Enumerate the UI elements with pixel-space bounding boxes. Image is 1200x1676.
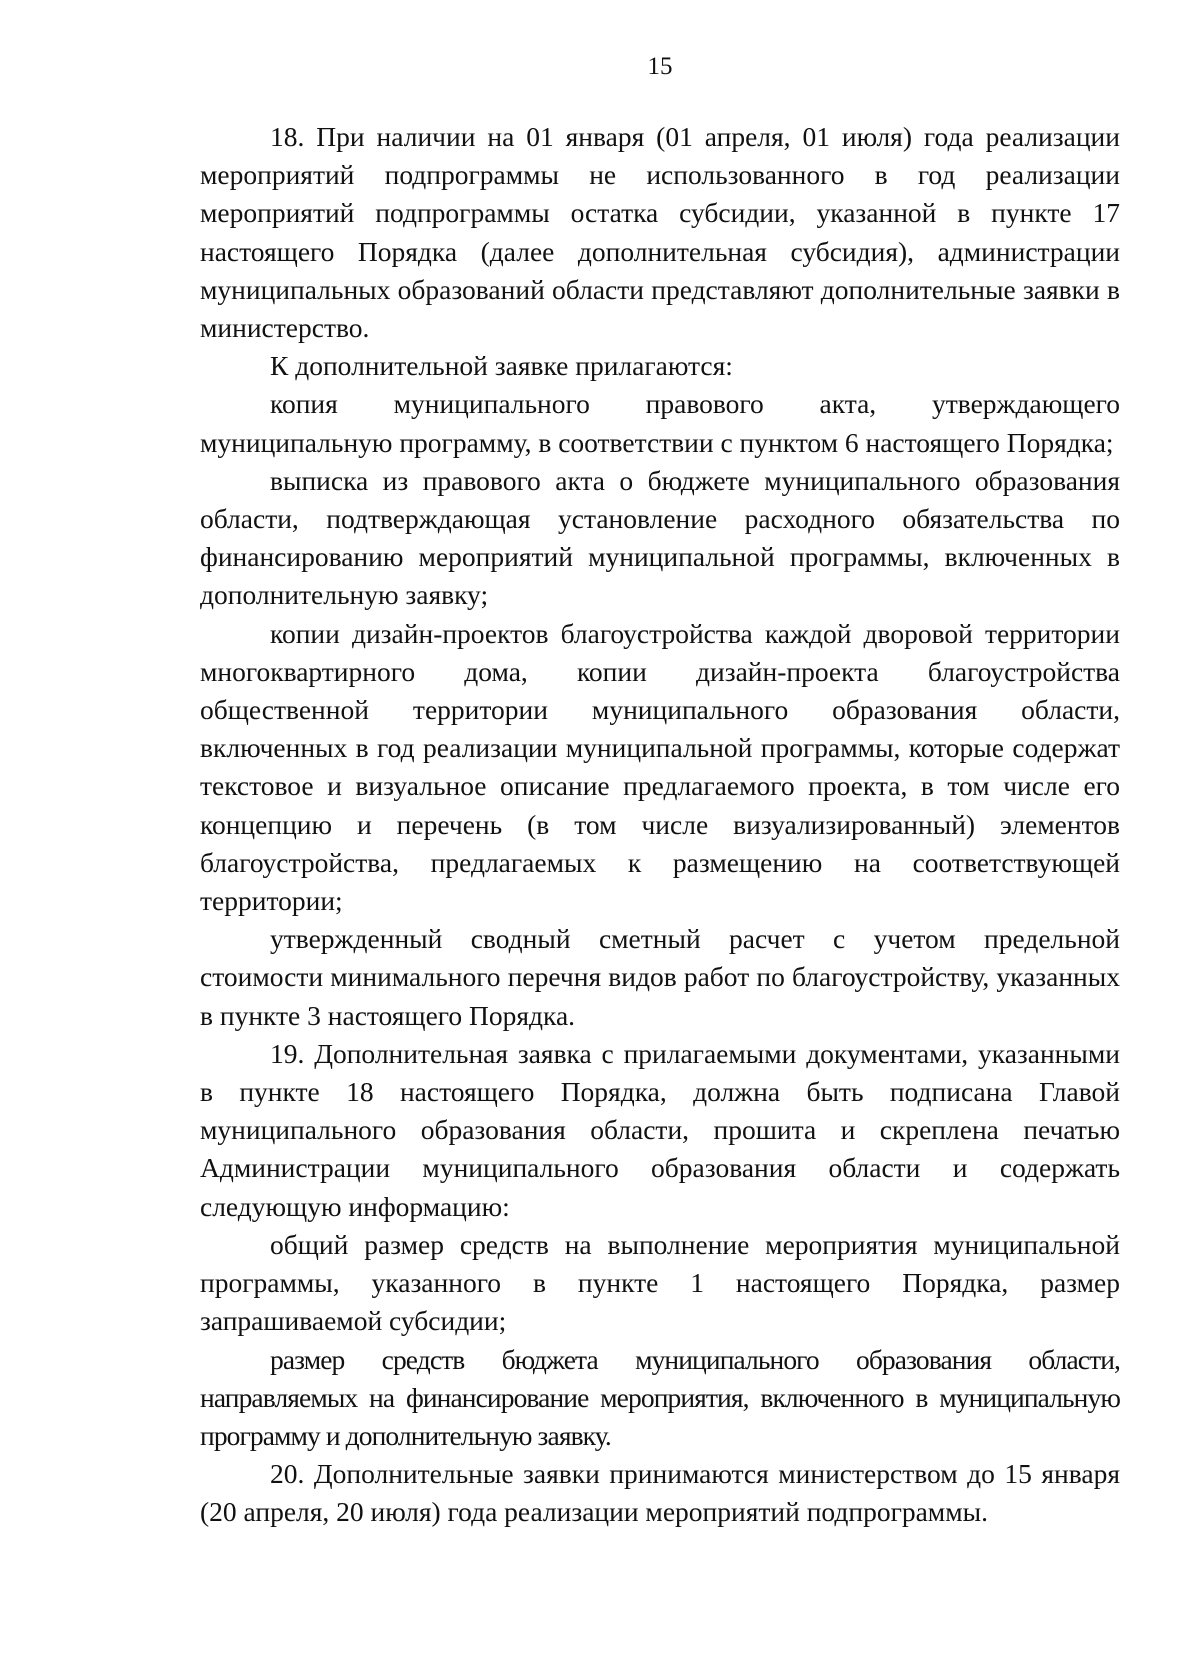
paragraph-budget-funds: размер средств бюджета муниципального образования области, направляемых на финансирование мероприятия, включенного в муниципальную программу и дополнительную заявку. — [200, 1343, 1120, 1451]
paragraph-19: 19. Дополнительная заявка с прилагаемыми документами, указанными в пункте 18 настоящего Порядка, должна быть подписана Главой муниципального образования области, прошита и скреплена печатью Администрации муниципального образования области и содержать следующую информацию: — [200, 1037, 1120, 1222]
document-body — [200, 118, 1120, 1532]
paragraph-20: 20. Дополнительные заявки принимаются министерством до 15 января (20 апреля, 20 июля) года реализации мероприятий подпрограммы. — [200, 1458, 1120, 1528]
paragraph-program-copy: копия муниципального правового акта, утверждающего муниципальную программу, в соответствии с пунктом 6 настоящего Порядка; — [200, 388, 1120, 458]
paragraph-attachments-intro: К дополнительной заявке прилагаются: — [270, 350, 733, 382]
paragraph-18: 18. При наличии на 01 января (01 апреля, 01 июля) года реализации мероприятий подпрограммы не использованного в год реализации мероприятий подпрограммы остатка субсидии, указанной в пункте 17 настоящего Порядка (далее дополнительная субсидия), администрации муниципальных образований области представляют дополнительные заявки в министерство. — [200, 121, 1120, 344]
paragraph-estimate: утвержденный сводный сметный расчет с учетом предельной стоимости минимального перечня видов работ по благоустройству, указанных в пункте 3 настоящего Порядка. — [200, 923, 1120, 1031]
paragraph-budget-extract: выписка из правового акта о бюджете муниципального образования области, подтверждающая установление расходного обязательства по финансированию мероприятий муниципальной программы, включенных в дополнительную заявку; — [200, 464, 1120, 611]
page-number: 15 — [647, 53, 673, 80]
paragraph-total-funds: общий размер средств на выполнение мероприятия муниципальной программы, указанного в пункте 1 настоящего Порядка, размер запрашиваемой субсидии; — [200, 1228, 1120, 1337]
paragraph-design-projects: копии дизайн-проектов благоустройства каждой дворовой территории многоквартирного дома, копии дизайн-проекта благоустройства общественной территории муниципального образования области, включенных в год реализации муниципальной программы, которые содержат текстовое и визуальное описание предлагаемого проекта, в том числе его концепцию и перечень (в том числе визуализированный) элементов благоустройства, предлагаемых к размещению на соответствующей территории; — [200, 617, 1120, 917]
